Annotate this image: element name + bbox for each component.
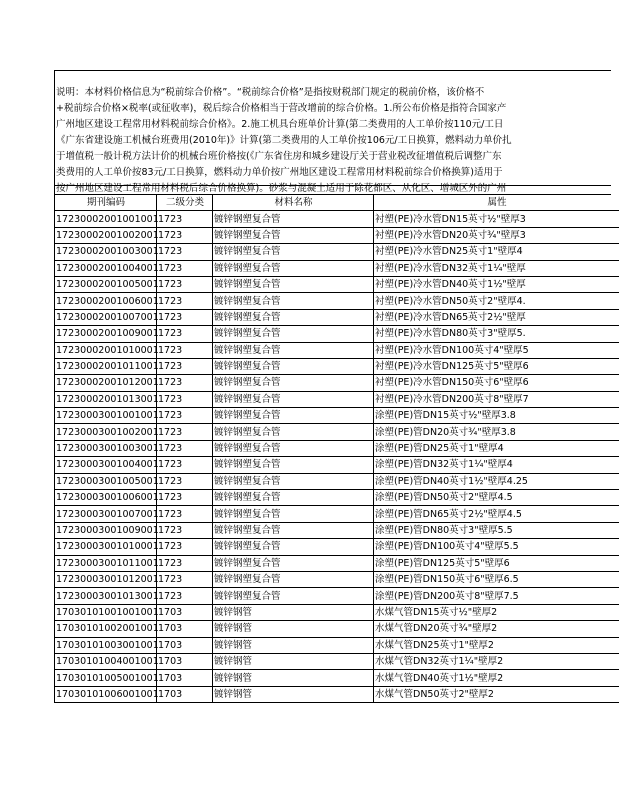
table-row: [55, 244, 619, 260]
cell-category: 1703: [157, 653, 213, 669]
cell-attribute: 水煤气管DN40英寸1½"壁厚2: [374, 670, 619, 686]
cell-code: 17230002001003001: [55, 244, 157, 260]
cell-category: 1723: [157, 571, 213, 587]
cell-code: 17230003001004001: [55, 457, 157, 473]
table-row: [55, 621, 619, 637]
cell-material-name: 镀锌钢管: [213, 670, 374, 686]
cell-category: 1723: [157, 490, 213, 506]
cell-material-name: 镀锌钢塑复合管: [213, 244, 374, 260]
cell-code: 17030101002001001: [55, 621, 157, 637]
cell-attribute: 衬塑(PE)冷水管DN50英寸2"壁厚4.: [374, 293, 619, 309]
table-row: [55, 260, 619, 276]
material-table: [55, 195, 619, 703]
cell-material-name: 镀锌钢塑复合管: [213, 326, 374, 342]
spreadsheet: [54, 70, 611, 703]
note-line: 广州地区建设工程常用材料税前综合价格》。2.施工机具台班单价计算(第二类费用的人工单价按110元/工日: [56, 119, 504, 130]
cell-code: 17230002001001001: [55, 211, 157, 227]
table-row: [55, 637, 619, 653]
cell-material-name: 镀锌钢管: [213, 686, 374, 702]
table-row: [55, 211, 619, 227]
table-row: [55, 424, 619, 440]
cell-category: 1723: [157, 440, 213, 456]
price-note: [55, 71, 611, 194]
cell-attribute: 涂塑(PE)管DN32英寸1¼"壁厚4: [374, 457, 619, 473]
cell-category: 1723: [157, 309, 213, 325]
cell-category: 1723: [157, 358, 213, 374]
cell-material-name: 镀锌钢塑复合管: [213, 522, 374, 538]
header-attribute: 属性: [374, 195, 619, 211]
cell-code: 17230002001009001: [55, 326, 157, 342]
cell-attribute: 衬塑(PE)冷水管DN65英寸2½"壁厚: [374, 309, 619, 325]
table-row: [55, 555, 619, 571]
cell-material-name: 镀锌钢塑复合管: [213, 276, 374, 292]
cell-material-name: 镀锌钢塑复合管: [213, 457, 374, 473]
note-line: +税前综合价格×税率(或征收率)，税后综合价格相当于营改增前的综合价格。1.所公布价格是指符合国家产: [56, 103, 507, 114]
cell-material-name: 镀锌钢塑复合管: [213, 342, 374, 358]
cell-attribute: 涂塑(PE)管DN150英寸6"壁厚6.5: [374, 571, 619, 587]
header-category: 二级分类: [157, 195, 213, 211]
cell-material-name: 镀锌钢塑复合管: [213, 227, 374, 243]
header-row: [55, 195, 619, 211]
cell-code: 17230002001011001: [55, 358, 157, 374]
cell-code: 17230002001005001: [55, 276, 157, 292]
cell-attribute: 衬塑(PE)冷水管DN32英寸1¼"壁厚: [374, 260, 619, 276]
table-row: [55, 440, 619, 456]
cell-code: 17230003001011001: [55, 555, 157, 571]
cell-category: 1723: [157, 457, 213, 473]
cell-category: 1703: [157, 637, 213, 653]
table-row: [55, 571, 619, 587]
cell-attribute: 涂塑(PE)管DN15英寸½"壁厚3.8: [374, 408, 619, 424]
cell-attribute: 涂塑(PE)管DN200英寸8"壁厚7.5: [374, 588, 619, 604]
cell-attribute: 涂塑(PE)管DN40英寸1½"壁厚4.25: [374, 473, 619, 489]
cell-attribute: 水煤气管DN25英寸1"壁厚2: [374, 637, 619, 653]
table-row: [55, 490, 619, 506]
cell-code: 17230003001013001: [55, 588, 157, 604]
note-line: 按广州地区建设工程常用材料税后综合价格换算)。砂浆与混凝土适用于除花都区、从化区、增城区外的广州: [56, 183, 507, 194]
cell-attribute: 涂塑(PE)管DN125英寸5"壁厚6: [374, 555, 619, 571]
cell-attribute: 衬塑(PE)冷水管DN125英寸5"壁厚6: [374, 358, 619, 374]
cell-category: 1703: [157, 621, 213, 637]
table-row: [55, 326, 619, 342]
cell-attribute: 水煤气管DN15英寸½"壁厚2: [374, 604, 619, 620]
cell-attribute: 水煤气管DN20英寸¾"壁厚2: [374, 621, 619, 637]
cell-material-name: 镀锌钢塑复合管: [213, 506, 374, 522]
cell-code: 17230003001003001: [55, 440, 157, 456]
cell-material-name: 镀锌钢塑复合管: [213, 260, 374, 276]
cell-category: 1723: [157, 539, 213, 555]
cell-code: 17230002001007001: [55, 309, 157, 325]
cell-code: 17030101001001001: [55, 604, 157, 620]
cell-code: 17230003001012001: [55, 571, 157, 587]
cell-code: 17230003001001001: [55, 408, 157, 424]
cell-material-name: 镀锌钢塑复合管: [213, 391, 374, 407]
table-row: [55, 342, 619, 358]
cell-material-name: 镀锌钢塑复合管: [213, 440, 374, 456]
cell-material-name: 镀锌钢塑复合管: [213, 375, 374, 391]
table-row: [55, 227, 619, 243]
cell-attribute: 衬塑(PE)冷水管DN20英寸¾"壁厚3: [374, 227, 619, 243]
cell-category: 1723: [157, 408, 213, 424]
table-row: [55, 588, 619, 604]
cell-category: 1723: [157, 424, 213, 440]
table-row: [55, 391, 619, 407]
header-material-name: 材料名称: [213, 195, 374, 211]
cell-attribute: 涂塑(PE)管DN25英寸1"壁厚4: [374, 440, 619, 456]
cell-material-name: 镀锌钢管: [213, 604, 374, 620]
cell-material-name: 镀锌钢塑复合管: [213, 588, 374, 604]
cell-category: 1723: [157, 375, 213, 391]
cell-material-name: 镀锌钢塑复合管: [213, 408, 374, 424]
cell-attribute: 衬塑(PE)冷水管DN150英寸6"壁厚6: [374, 375, 619, 391]
note-line: 类费用的人工单价按83元/工日换算，燃料动力单价按广州地区建设工程常用材料税前综合价格换算)适用于: [56, 167, 503, 178]
cell-category: 1723: [157, 211, 213, 227]
cell-code: 17030101005001001: [55, 670, 157, 686]
cell-attribute: 衬塑(PE)冷水管DN15英寸½"壁厚3: [374, 211, 619, 227]
cell-code: 17230002001013001: [55, 391, 157, 407]
cell-material-name: 镀锌钢管: [213, 621, 374, 637]
cell-attribute: 涂塑(PE)管DN80英寸3"壁厚5.5: [374, 522, 619, 538]
header-code: 期刊编码: [55, 195, 157, 211]
table-row: [55, 358, 619, 374]
cell-category: 1723: [157, 506, 213, 522]
cell-category: 1723: [157, 342, 213, 358]
table-row: [55, 473, 619, 489]
cell-code: 17230002001004001: [55, 260, 157, 276]
note-line: 说明：本材料价格信息为“税前综合价格”。“税前综合价格”是指按财税部门规定的税前价格，该价格不: [56, 87, 485, 98]
cell-attribute: 衬塑(PE)冷水管DN25英寸1"壁厚4: [374, 244, 619, 260]
cell-category: 1703: [157, 686, 213, 702]
table-row: [55, 522, 619, 538]
cell-material-name: 镀锌钢塑复合管: [213, 490, 374, 506]
cell-category: 1723: [157, 522, 213, 538]
cell-code: 17230003001010001: [55, 539, 157, 555]
table-row: [55, 670, 619, 686]
cell-category: 1723: [157, 555, 213, 571]
table-row: [55, 539, 619, 555]
cell-code: 17230003001005001: [55, 473, 157, 489]
cell-category: 1723: [157, 326, 213, 342]
table-row: [55, 309, 619, 325]
cell-category: 1703: [157, 604, 213, 620]
cell-material-name: 镀锌钢塑复合管: [213, 309, 374, 325]
cell-category: 1723: [157, 588, 213, 604]
cell-material-name: 镀锌钢塑复合管: [213, 555, 374, 571]
cell-attribute: 水煤气管DN50英寸2"壁厚2: [374, 686, 619, 702]
cell-material-name: 镀锌钢塑复合管: [213, 473, 374, 489]
cell-category: 1723: [157, 260, 213, 276]
cell-category: 1703: [157, 670, 213, 686]
table-row: [55, 686, 619, 702]
table-row: [55, 408, 619, 424]
cell-material-name: 镀锌钢管: [213, 637, 374, 653]
cell-category: 1723: [157, 293, 213, 309]
table-row: [55, 293, 619, 309]
table-row: [55, 604, 619, 620]
cell-category: 1723: [157, 227, 213, 243]
cell-attribute: 水煤气管DN32英寸1¼"壁厚2: [374, 653, 619, 669]
cell-code: 17230003001009001: [55, 522, 157, 538]
cell-code: 17230002001012001: [55, 375, 157, 391]
cell-attribute: 涂塑(PE)管DN65英寸2½"壁厚4.5: [374, 506, 619, 522]
cell-material-name: 镀锌钢塑复合管: [213, 571, 374, 587]
table-row: [55, 457, 619, 473]
cell-attribute: 衬塑(PE)冷水管DN40英寸1½"壁厚: [374, 276, 619, 292]
cell-code: 17230003001007001: [55, 506, 157, 522]
cell-code: 17230002001010001: [55, 342, 157, 358]
cell-attribute: 涂塑(PE)管DN20英寸¾"壁厚3.8: [374, 424, 619, 440]
table-row: [55, 653, 619, 669]
cell-code: 17030101006001001: [55, 686, 157, 702]
cell-category: 1723: [157, 391, 213, 407]
cell-attribute: 涂塑(PE)管DN100英寸4"壁厚5.5: [374, 539, 619, 555]
cell-material-name: 镀锌钢塑复合管: [213, 211, 374, 227]
note-line: 《广东省建设施工机械台班费用(2010年)》计算(第二类费用的人工单价按106元/工日换算，燃料动力单价扎: [56, 135, 512, 146]
table-row: [55, 506, 619, 522]
table-row: [55, 375, 619, 391]
cell-material-name: 镀锌钢塑复合管: [213, 539, 374, 555]
cell-material-name: 镀锌钢塑复合管: [213, 293, 374, 309]
cell-attribute: 衬塑(PE)冷水管DN80英寸3"壁厚5.: [374, 326, 619, 342]
cell-category: 1723: [157, 276, 213, 292]
cell-code: 17230003001006001: [55, 490, 157, 506]
cell-code: 17030101003001001: [55, 637, 157, 653]
note-line: 于增值税一般计税方法计价的机械台班价格按(《广东省住房和城乡建设厅关于营业税改征增值税后调整广东: [56, 151, 502, 162]
cell-material-name: 镀锌钢塑复合管: [213, 358, 374, 374]
cell-material-name: 镀锌钢管: [213, 653, 374, 669]
cell-code: 17230002001006001: [55, 293, 157, 309]
cell-category: 1723: [157, 473, 213, 489]
cell-attribute: 衬塑(PE)冷水管DN100英寸4"壁厚5: [374, 342, 619, 358]
table-row: [55, 276, 619, 292]
cell-code: 17230003001002001: [55, 424, 157, 440]
cell-code: 17230002001002001: [55, 227, 157, 243]
cell-attribute: 衬塑(PE)冷水管DN200英寸8"壁厚7: [374, 391, 619, 407]
cell-category: 1723: [157, 244, 213, 260]
cell-attribute: 涂塑(PE)管DN50英寸2"壁厚4.5: [374, 490, 619, 506]
cell-code: 17030101004001001: [55, 653, 157, 669]
cell-material-name: 镀锌钢塑复合管: [213, 424, 374, 440]
